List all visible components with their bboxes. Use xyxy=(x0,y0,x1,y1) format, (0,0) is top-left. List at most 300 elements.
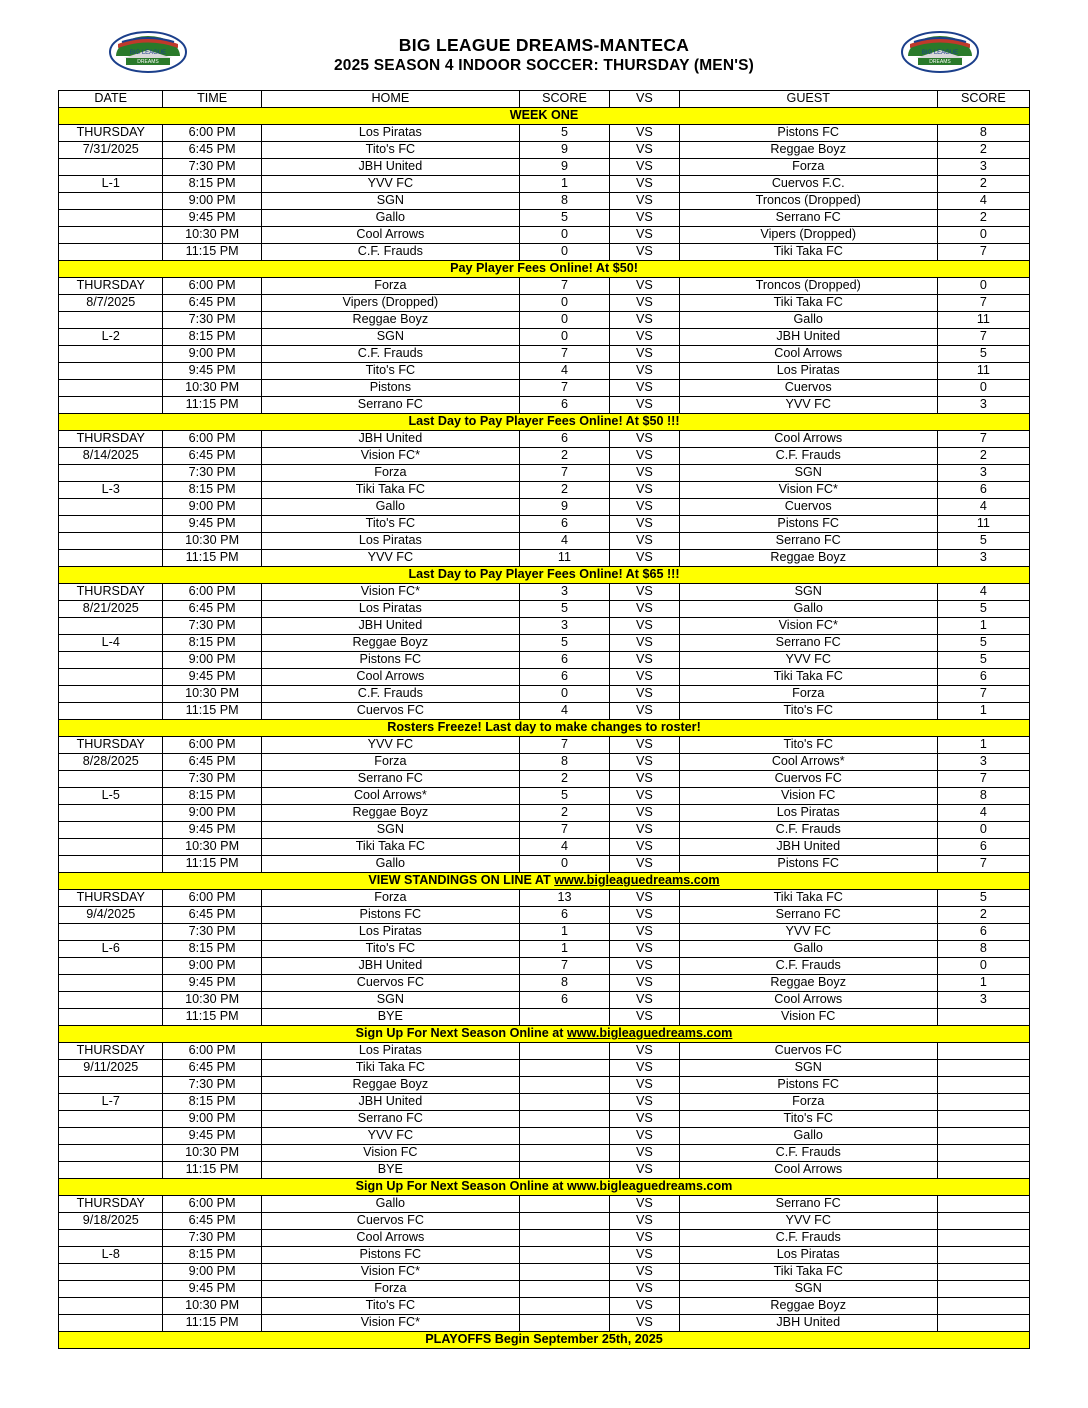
guest-team-cell: Cuervos F.C. xyxy=(679,176,937,193)
home-score-cell: 2 xyxy=(519,771,609,788)
home-team-cell: Reggae Boyz xyxy=(261,1077,519,1094)
home-team-cell: Reggae Boyz xyxy=(261,312,519,329)
home-team-cell: Cuervos FC xyxy=(261,703,519,720)
guest-score-cell xyxy=(937,1145,1029,1162)
home-team-cell: Tito's FC xyxy=(261,142,519,159)
vs-cell: VS xyxy=(610,295,680,312)
date-cell: 8/14/2025 xyxy=(59,448,163,465)
guest-score-cell xyxy=(937,1128,1029,1145)
home-score-cell: 8 xyxy=(519,754,609,771)
svg-text:DREAMS: DREAMS xyxy=(137,59,159,65)
time-cell: 6:00 PM xyxy=(163,1196,261,1213)
table-row xyxy=(59,125,1030,142)
home-score-cell: 8 xyxy=(519,975,609,992)
home-team-cell: YVV FC xyxy=(261,550,519,567)
time-cell: 7:30 PM xyxy=(163,159,261,176)
home-score-cell: 0 xyxy=(519,856,609,873)
home-score-cell xyxy=(519,1111,609,1128)
vs-cell: VS xyxy=(610,771,680,788)
guest-team-cell: Tiki Taka FC xyxy=(679,244,937,261)
guest-team-cell: YVV FC xyxy=(679,924,937,941)
page-header xyxy=(58,24,1030,86)
home-team-cell: JBH United xyxy=(261,618,519,635)
week-banner-row xyxy=(59,261,1030,278)
home-team-cell: JBH United xyxy=(261,958,519,975)
guest-score-cell: 4 xyxy=(937,584,1029,601)
date-cell xyxy=(59,244,163,261)
date-cell xyxy=(59,856,163,873)
table-row xyxy=(59,686,1030,703)
home-team-cell: Vision FC* xyxy=(261,584,519,601)
home-score-cell xyxy=(519,1281,609,1298)
time-cell: 8:15 PM xyxy=(163,482,261,499)
vs-cell: VS xyxy=(610,890,680,907)
guest-team-cell: SGN xyxy=(679,1060,937,1077)
table-row xyxy=(59,227,1030,244)
table-row xyxy=(59,159,1030,176)
guest-team-cell: Cuervos xyxy=(679,380,937,397)
home-team-cell: Cool Arrows xyxy=(261,1230,519,1247)
time-cell: 9:45 PM xyxy=(163,363,261,380)
home-team-cell: SGN xyxy=(261,822,519,839)
guest-team-cell: Forza xyxy=(679,1094,937,1111)
time-cell: 6:45 PM xyxy=(163,601,261,618)
time-cell: 9:45 PM xyxy=(163,669,261,686)
column-header-home: HOME xyxy=(261,91,519,108)
date-cell xyxy=(59,193,163,210)
guest-team-cell: Pistons FC xyxy=(679,856,937,873)
home-score-cell xyxy=(519,1298,609,1315)
guest-score-cell: 7 xyxy=(937,329,1029,346)
home-team-cell: YVV FC xyxy=(261,737,519,754)
time-cell: 11:15 PM xyxy=(163,1162,261,1179)
vs-cell: VS xyxy=(610,703,680,720)
vs-cell: VS xyxy=(610,397,680,414)
time-cell: 8:15 PM xyxy=(163,635,261,652)
guest-score-cell xyxy=(937,1162,1029,1179)
guest-score-cell: 3 xyxy=(937,992,1029,1009)
guest-score-cell: 0 xyxy=(937,380,1029,397)
table-row xyxy=(59,737,1030,754)
time-cell: 11:15 PM xyxy=(163,1315,261,1332)
home-team-cell: C.F. Frauds xyxy=(261,686,519,703)
table-row xyxy=(59,1315,1030,1332)
vs-cell: VS xyxy=(610,227,680,244)
time-cell: 9:00 PM xyxy=(163,346,261,363)
home-team-cell: Tito's FC xyxy=(261,1298,519,1315)
home-score-cell: 7 xyxy=(519,465,609,482)
vs-cell: VS xyxy=(610,1009,680,1026)
guest-team-cell: Tito's FC xyxy=(679,1111,937,1128)
date-cell xyxy=(59,465,163,482)
home-team-cell: Cuervos FC xyxy=(261,1213,519,1230)
svg-text:BIG LEAGUE: BIG LEAGUE xyxy=(921,50,959,56)
date-cell xyxy=(59,1162,163,1179)
home-team-cell: Vision FC* xyxy=(261,448,519,465)
date-cell xyxy=(59,550,163,567)
home-team-cell: SGN xyxy=(261,992,519,1009)
guest-score-cell: 3 xyxy=(937,754,1029,771)
table-row xyxy=(59,363,1030,380)
date-cell: THURSDAY xyxy=(59,737,163,754)
home-score-cell: 9 xyxy=(519,142,609,159)
guest-score-cell: 7 xyxy=(937,856,1029,873)
guest-team-cell: Los Piratas xyxy=(679,1247,937,1264)
home-score-cell: 1 xyxy=(519,176,609,193)
date-cell: THURSDAY xyxy=(59,125,163,142)
table-row xyxy=(59,754,1030,771)
home-score-cell: 0 xyxy=(519,227,609,244)
table-row xyxy=(59,329,1030,346)
guest-team-cell: Forza xyxy=(679,686,937,703)
column-header-time: TIME xyxy=(163,91,261,108)
date-cell xyxy=(59,346,163,363)
home-score-cell xyxy=(519,1162,609,1179)
time-cell: 10:30 PM xyxy=(163,686,261,703)
vs-cell: VS xyxy=(610,1077,680,1094)
date-cell xyxy=(59,1145,163,1162)
table-row xyxy=(59,1094,1030,1111)
table-row xyxy=(59,1230,1030,1247)
guest-score-cell: 6 xyxy=(937,924,1029,941)
time-cell: 7:30 PM xyxy=(163,312,261,329)
table-row xyxy=(59,346,1030,363)
home-team-cell: Serrano FC xyxy=(261,397,519,414)
table-row xyxy=(59,482,1030,499)
table-row xyxy=(59,244,1030,261)
svg-text:DREAMS: DREAMS xyxy=(929,59,951,65)
time-cell: 6:45 PM xyxy=(163,1060,261,1077)
date-cell xyxy=(59,839,163,856)
guest-team-cell: Gallo xyxy=(679,1128,937,1145)
guest-team-cell: Vision FC* xyxy=(679,618,937,635)
home-score-cell xyxy=(519,1196,609,1213)
vs-cell: VS xyxy=(610,856,680,873)
date-cell xyxy=(59,1315,163,1332)
date-cell xyxy=(59,1230,163,1247)
home-score-cell: 3 xyxy=(519,618,609,635)
table-row xyxy=(59,788,1030,805)
week-banner-row xyxy=(59,873,1030,890)
guest-team-cell: Vision FC xyxy=(679,788,937,805)
home-team-cell: SGN xyxy=(261,329,519,346)
vs-cell: VS xyxy=(610,1264,680,1281)
table-row xyxy=(59,210,1030,227)
time-cell: 9:00 PM xyxy=(163,652,261,669)
vs-cell: VS xyxy=(610,278,680,295)
vs-cell: VS xyxy=(610,958,680,975)
guest-score-cell: 7 xyxy=(937,244,1029,261)
home-score-cell: 7 xyxy=(519,737,609,754)
vs-cell: VS xyxy=(610,142,680,159)
guest-score-cell: 5 xyxy=(937,890,1029,907)
date-cell: 9/4/2025 xyxy=(59,907,163,924)
table-row xyxy=(59,941,1030,958)
time-cell: 10:30 PM xyxy=(163,1145,261,1162)
vs-cell: VS xyxy=(610,788,680,805)
date-cell xyxy=(59,1128,163,1145)
date-cell xyxy=(59,924,163,941)
date-cell xyxy=(59,652,163,669)
table-row xyxy=(59,1213,1030,1230)
time-cell: 6:45 PM xyxy=(163,1213,261,1230)
guest-team-cell: Troncos (Dropped) xyxy=(679,193,937,210)
table-row xyxy=(59,1162,1030,1179)
table-row xyxy=(59,1281,1030,1298)
home-score-cell: 1 xyxy=(519,924,609,941)
guest-team-cell: Vision FC* xyxy=(679,482,937,499)
date-cell xyxy=(59,363,163,380)
home-score-cell: 7 xyxy=(519,822,609,839)
home-team-cell: Tito's FC xyxy=(261,941,519,958)
guest-team-cell: C.F. Frauds xyxy=(679,1230,937,1247)
vs-cell: VS xyxy=(610,1043,680,1060)
date-cell xyxy=(59,975,163,992)
date-cell: L-2 xyxy=(59,329,163,346)
guest-score-cell: 1 xyxy=(937,975,1029,992)
home-score-cell: 6 xyxy=(519,907,609,924)
home-score-cell xyxy=(519,1230,609,1247)
guest-score-cell: 11 xyxy=(937,363,1029,380)
date-cell: 8/28/2025 xyxy=(59,754,163,771)
week-banner-text: Last Day to Pay Player Fees Online! At $50 !!! xyxy=(59,414,1030,431)
home-team-cell: Los Piratas xyxy=(261,1043,519,1060)
guest-team-cell: Cuervos FC xyxy=(679,1043,937,1060)
table-row xyxy=(59,1196,1030,1213)
table-row xyxy=(59,1128,1030,1145)
time-cell: 8:15 PM xyxy=(163,176,261,193)
column-header-score: SCORE xyxy=(519,91,609,108)
guest-score-cell: 1 xyxy=(937,703,1029,720)
guest-score-cell: 5 xyxy=(937,533,1029,550)
date-cell: 9/11/2025 xyxy=(59,1060,163,1077)
home-team-cell: Los Piratas xyxy=(261,924,519,941)
vs-cell: VS xyxy=(610,329,680,346)
week-banner-text: Sign Up For Next Season Online at www.bigleaguedreams.com xyxy=(59,1179,1030,1196)
home-team-cell: YVV FC xyxy=(261,176,519,193)
home-team-cell: Cool Arrows* xyxy=(261,788,519,805)
table-row xyxy=(59,1043,1030,1060)
table-row xyxy=(59,142,1030,159)
time-cell: 10:30 PM xyxy=(163,1298,261,1315)
date-cell xyxy=(59,992,163,1009)
date-cell xyxy=(59,499,163,516)
home-team-cell: Cool Arrows xyxy=(261,227,519,244)
date-cell: THURSDAY xyxy=(59,584,163,601)
date-cell: 7/31/2025 xyxy=(59,142,163,159)
home-score-cell xyxy=(519,1315,609,1332)
title-block xyxy=(244,34,844,77)
vs-cell: VS xyxy=(610,244,680,261)
guest-score-cell: 0 xyxy=(937,227,1029,244)
home-team-cell: Reggae Boyz xyxy=(261,805,519,822)
time-cell: 9:00 PM xyxy=(163,958,261,975)
guest-score-cell: 11 xyxy=(937,516,1029,533)
guest-score-cell: 2 xyxy=(937,210,1029,227)
vs-cell: VS xyxy=(610,193,680,210)
table-row xyxy=(59,550,1030,567)
table-row xyxy=(59,703,1030,720)
home-score-cell: 4 xyxy=(519,533,609,550)
vs-cell: VS xyxy=(610,1196,680,1213)
time-cell: 7:30 PM xyxy=(163,465,261,482)
vs-cell: VS xyxy=(610,924,680,941)
home-team-cell: Gallo xyxy=(261,1196,519,1213)
guest-score-cell: 7 xyxy=(937,771,1029,788)
guest-team-cell: C.F. Frauds xyxy=(679,1145,937,1162)
home-team-cell: Tiki Taka FC xyxy=(261,482,519,499)
date-cell: L-8 xyxy=(59,1247,163,1264)
time-cell: 10:30 PM xyxy=(163,380,261,397)
home-score-cell: 7 xyxy=(519,346,609,363)
vs-cell: VS xyxy=(610,618,680,635)
table-row xyxy=(59,1264,1030,1281)
vs-cell: VS xyxy=(610,737,680,754)
time-cell: 11:15 PM xyxy=(163,1009,261,1026)
guest-score-cell xyxy=(937,1043,1029,1060)
date-cell xyxy=(59,227,163,244)
week-banner-text: Last Day to Pay Player Fees Online! At $65 !!! xyxy=(59,567,1030,584)
time-cell: 9:45 PM xyxy=(163,1128,261,1145)
date-cell: L-3 xyxy=(59,482,163,499)
table-row xyxy=(59,890,1030,907)
time-cell: 6:45 PM xyxy=(163,295,261,312)
date-cell: THURSDAY xyxy=(59,431,163,448)
home-team-cell: Gallo xyxy=(261,856,519,873)
time-cell: 6:45 PM xyxy=(163,142,261,159)
date-cell xyxy=(59,686,163,703)
home-score-cell: 5 xyxy=(519,210,609,227)
guest-team-cell: Troncos (Dropped) xyxy=(679,278,937,295)
home-team-cell: Forza xyxy=(261,1281,519,1298)
guest-team-cell: Cool Arrows xyxy=(679,992,937,1009)
time-cell: 6:00 PM xyxy=(163,737,261,754)
column-header-vs: VS xyxy=(610,91,680,108)
time-cell: 10:30 PM xyxy=(163,992,261,1009)
table-row xyxy=(59,601,1030,618)
home-score-cell xyxy=(519,1247,609,1264)
big-league-dreams-logo-icon xyxy=(900,30,980,74)
vs-cell: VS xyxy=(610,822,680,839)
date-cell: L-7 xyxy=(59,1094,163,1111)
date-cell xyxy=(59,618,163,635)
home-team-cell: Forza xyxy=(261,754,519,771)
guest-score-cell: 3 xyxy=(937,550,1029,567)
time-cell: 8:15 PM xyxy=(163,941,261,958)
home-team-cell: Cuervos FC xyxy=(261,975,519,992)
home-team-cell: Vipers (Dropped) xyxy=(261,295,519,312)
home-team-cell: C.F. Frauds xyxy=(261,346,519,363)
home-score-cell: 6 xyxy=(519,431,609,448)
time-cell: 6:45 PM xyxy=(163,754,261,771)
home-score-cell: 0 xyxy=(519,244,609,261)
time-cell: 7:30 PM xyxy=(163,924,261,941)
home-score-cell: 4 xyxy=(519,703,609,720)
table-row xyxy=(59,176,1030,193)
time-cell: 11:15 PM xyxy=(163,703,261,720)
table-row xyxy=(59,465,1030,482)
home-team-cell: Tito's FC xyxy=(261,363,519,380)
column-header-guest: GUEST xyxy=(679,91,937,108)
guest-score-cell: 2 xyxy=(937,907,1029,924)
guest-team-cell: Cool Arrows xyxy=(679,346,937,363)
home-score-cell: 4 xyxy=(519,363,609,380)
date-cell: 8/21/2025 xyxy=(59,601,163,618)
home-team-cell: SGN xyxy=(261,193,519,210)
vs-cell: VS xyxy=(610,1315,680,1332)
guest-team-cell: Gallo xyxy=(679,941,937,958)
table-row xyxy=(59,1060,1030,1077)
vs-cell: VS xyxy=(610,669,680,686)
table-row xyxy=(59,652,1030,669)
date-cell xyxy=(59,958,163,975)
page-title: BIG LEAGUE DREAMS-MANTECA xyxy=(398,34,690,55)
week-banner-row xyxy=(59,1026,1030,1043)
time-cell: 8:15 PM xyxy=(163,788,261,805)
time-cell: 9:00 PM xyxy=(163,805,261,822)
vs-cell: VS xyxy=(610,1281,680,1298)
table-row xyxy=(59,533,1030,550)
guest-score-cell xyxy=(937,1009,1029,1026)
home-score-cell: 13 xyxy=(519,890,609,907)
guest-team-cell: Reggae Boyz xyxy=(679,1298,937,1315)
vs-cell: VS xyxy=(610,533,680,550)
home-score-cell xyxy=(519,1077,609,1094)
guest-team-cell: Tiki Taka FC xyxy=(679,295,937,312)
date-cell: 8/7/2025 xyxy=(59,295,163,312)
table-row xyxy=(59,397,1030,414)
home-team-cell: Tito's FC xyxy=(261,516,519,533)
vs-cell: VS xyxy=(610,584,680,601)
guest-team-cell: JBH United xyxy=(679,839,937,856)
week-banner-text: Sign Up For Next Season Online at www.bigleaguedreams.com xyxy=(59,1026,1030,1043)
website-link[interactable]: www.bigleaguedreams.com xyxy=(554,873,720,888)
home-team-cell: Vision FC* xyxy=(261,1264,519,1281)
guest-team-cell: Pistons FC xyxy=(679,125,937,142)
guest-team-cell: SGN xyxy=(679,465,937,482)
date-cell: L-6 xyxy=(59,941,163,958)
home-team-cell: Forza xyxy=(261,465,519,482)
home-team-cell: Vision FC xyxy=(261,1145,519,1162)
home-score-cell xyxy=(519,1043,609,1060)
guest-score-cell: 8 xyxy=(937,941,1029,958)
guest-score-cell xyxy=(937,1230,1029,1247)
guest-score-cell: 6 xyxy=(937,482,1029,499)
vs-cell: VS xyxy=(610,1060,680,1077)
table-row xyxy=(59,958,1030,975)
guest-team-cell: Tiki Taka FC xyxy=(679,1264,937,1281)
time-cell: 11:15 PM xyxy=(163,550,261,567)
home-score-cell: 5 xyxy=(519,125,609,142)
vs-cell: VS xyxy=(610,1111,680,1128)
guest-team-cell: Vision FC xyxy=(679,1009,937,1026)
time-cell: 7:30 PM xyxy=(163,1230,261,1247)
guest-team-cell: Reggae Boyz xyxy=(679,975,937,992)
guest-score-cell xyxy=(937,1213,1029,1230)
website-link[interactable]: www.bigleaguedreams.com xyxy=(566,1026,733,1041)
home-team-cell: Serrano FC xyxy=(261,771,519,788)
home-score-cell xyxy=(519,1060,609,1077)
vs-cell: VS xyxy=(610,1162,680,1179)
vs-cell: VS xyxy=(610,516,680,533)
time-cell: 9:45 PM xyxy=(163,975,261,992)
guest-score-cell: 4 xyxy=(937,499,1029,516)
home-score-cell: 5 xyxy=(519,635,609,652)
guest-team-cell: SGN xyxy=(679,584,937,601)
table-row xyxy=(59,839,1030,856)
vs-cell: VS xyxy=(610,907,680,924)
time-cell: 11:15 PM xyxy=(163,244,261,261)
